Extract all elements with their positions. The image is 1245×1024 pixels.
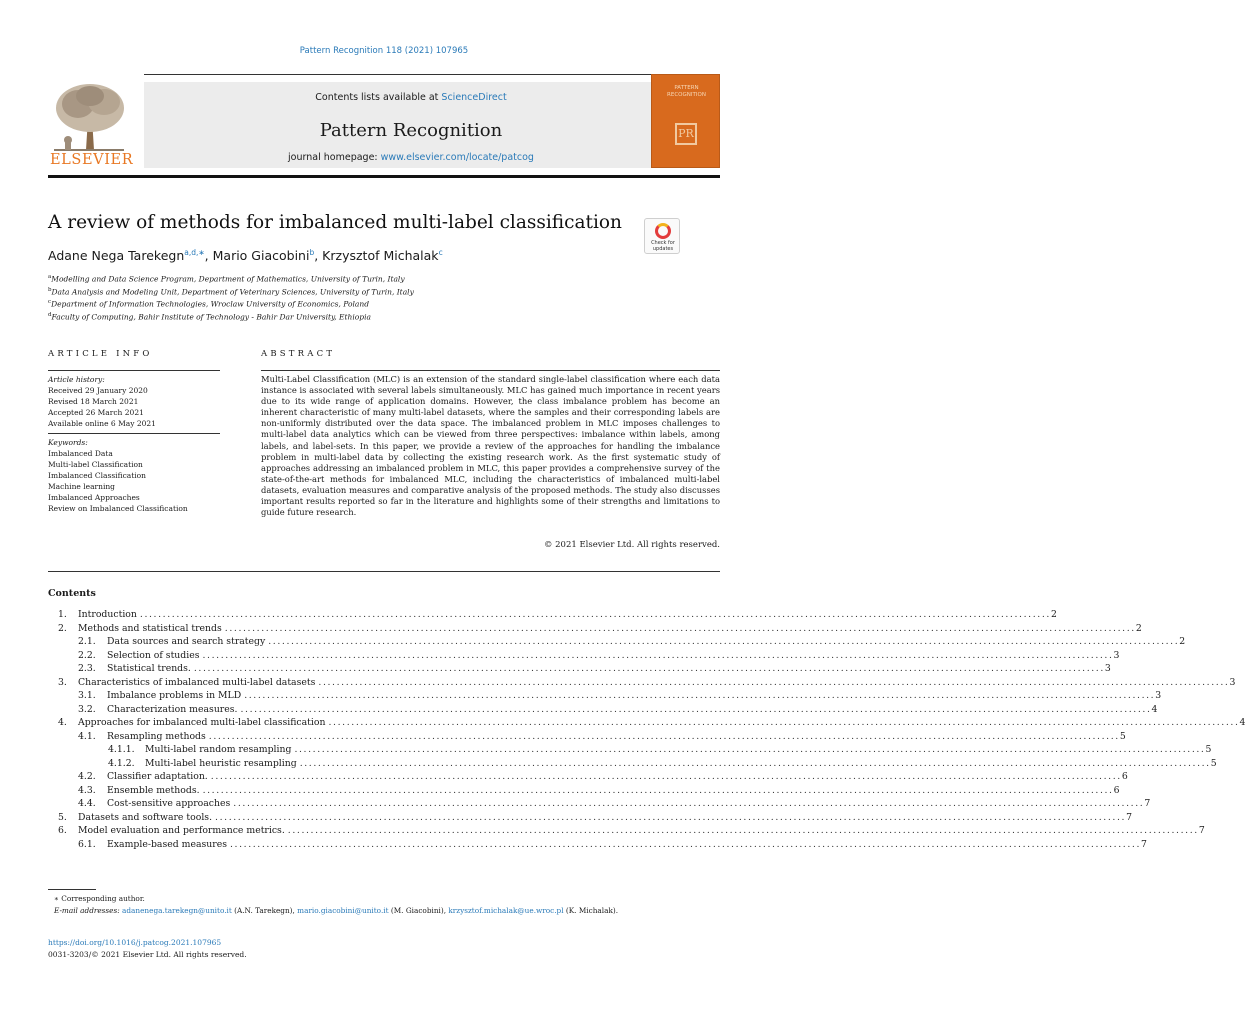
history-item: Available online 6 May 2021 (48, 419, 156, 428)
toc-entry-row[interactable] (48, 824, 1205, 838)
toc-title[interactable]: Methods and statistical trends (78, 622, 222, 634)
journal-citation[interactable]: Pattern Recognition 118 (2021) 107965 (299, 46, 469, 56)
contents-prefix: Contents lists available at (315, 92, 442, 103)
toc-title[interactable]: Statistical trends. (107, 663, 191, 674)
toc-entry (107, 770, 1128, 784)
keywords-label: Keywords: (48, 438, 88, 447)
toc-leader-dots: ........................................................................................................................................................................................................ (193, 663, 1105, 674)
toc-page-number: 2 (1179, 636, 1186, 647)
article-info-rule (48, 370, 220, 371)
footnotes (54, 893, 618, 917)
contents-available-line (144, 92, 678, 103)
keyword-list (48, 437, 188, 514)
keyword-item: Imbalanced Classification (48, 471, 147, 480)
author-name: Krzysztof Michalak (322, 248, 439, 264)
toc-leader-dots: ........................................................................................................................................................................................................ (208, 730, 1120, 742)
toc-entry-row[interactable] (48, 689, 1162, 703)
affiliation-marker: b (48, 286, 52, 293)
toc-page-number: 3 (1113, 649, 1120, 661)
toc-number: 3.2. (78, 703, 96, 715)
article-history-label: Article history: (48, 375, 105, 384)
affiliation-text: Modelling and Data Science Program, Department of Mathematics, University of Turin, Italy (51, 274, 405, 284)
author-affiliation-marker[interactable]: b (309, 248, 315, 257)
toc-entry-row[interactable] (48, 770, 1128, 784)
toc-page-number: 2 (1135, 622, 1142, 634)
toc-entry-row[interactable] (48, 797, 1151, 811)
contents-heading: Contents (48, 588, 96, 599)
toc-title[interactable]: Introduction (78, 609, 137, 620)
toc-page-number: 5 (1210, 757, 1217, 769)
author-name: Adane Nega Tarekegn (48, 248, 185, 264)
toc-page-number: 6 (1121, 771, 1128, 782)
email-owner: (M. Giacobini), (388, 906, 449, 915)
toc-number: 4.1.2. (108, 757, 135, 769)
toc-title[interactable]: Multi-label heuristic resampling (145, 757, 297, 769)
copyright-notice: © 2021 Elsevier Ltd. All rights reserved. (543, 540, 720, 550)
affiliation-item (48, 297, 414, 310)
toc-number: 2. (58, 622, 67, 634)
toc-number: 2.2. (78, 649, 96, 661)
toc-entry (107, 784, 1120, 798)
author-affiliation-marker[interactable]: c (438, 248, 443, 257)
keyword-item: Multi-label Classification (48, 460, 143, 469)
toc-leader-dots: ........................................................................................................................................................................................................ (299, 757, 1211, 769)
toc-title[interactable]: Model evaluation and performance metrics. (78, 825, 285, 836)
toc-number: 4.3. (78, 784, 96, 796)
toc-page-number: 7 (1126, 811, 1132, 823)
toc-title[interactable]: Multi-label random resampling (145, 744, 292, 755)
toc-entry (78, 716, 1245, 730)
toc-title[interactable]: Characterization measures. (107, 703, 238, 715)
author-affiliation-marker[interactable]: a,d,∗ (184, 248, 205, 257)
toc-number: 3.1. (78, 690, 96, 701)
toc-leader-dots: ........................................................................................................................................................................................................ (202, 649, 1114, 661)
email-owner: (K. Michalak). (563, 906, 619, 915)
affiliation-list (48, 272, 414, 322)
journal-masthead (48, 72, 720, 176)
toc-number: 3. (58, 676, 67, 688)
affiliation-item (48, 310, 414, 323)
toc-leader-dots: ........................................................................................................................................................................................................ (287, 825, 1199, 836)
toc-number: 1. (58, 609, 67, 620)
email-link[interactable]: krzysztof.michalak@ue.wroc.pl (448, 906, 564, 915)
toc-title[interactable]: Characteristics of imbalanced multi-label datasets (78, 676, 316, 688)
issn-line: 0031-3203/© 2021 Elsevier Ltd. All rights reserved. (48, 950, 247, 959)
toc-page-number: 4 (1239, 717, 1245, 728)
masthead-center-panel (144, 82, 678, 168)
toc-number: 6.1. (78, 838, 96, 850)
table-of-contents (48, 608, 1245, 851)
affiliation-item (48, 285, 414, 298)
toc-entry (78, 811, 1132, 825)
toc-entry (107, 662, 1111, 676)
toc-title[interactable]: Example-based measures (107, 838, 227, 850)
toc-page-number: 7 (1198, 825, 1205, 836)
article-history (48, 374, 156, 429)
corresponding-author-note: ∗ Corresponding author. (54, 894, 145, 903)
abstract-text: Multi-Label Classification (MLC) is an extension of the standard single-label classification where each data instance is associated with several labels simultaneously. MLC has gained much importance in recent years due to its wide range of application domains. However, the class imbalance problem has become an inherent characteristic of many multi-label datasets, where the samples and their corresponding labels are non-uniformly distributed over the data space. The imbalanced problem in MLC imposes challenges to multi-label data analytics which can be viewed from three perspectives: imbalance within labels, among labels, and label-sets. In this paper, we provide a review of the approaches for handling the imbalance problem in multi-label data by collecting the existing research work. As the first systematic study of approaches addressing an imbalanced problem in MLC, this paper provides a comprehensive survey of the state-of-the-art methods for imbalanced MLC, including the characteristics of imbalanced multi-label datasets, evaluation measures and comparative analysis of the proposed methods. The study also discusses important results reported so far in the literature and highlights some of their strengths and limitations to guide future research. (261, 374, 720, 518)
toc-number: 4.4. (78, 798, 96, 809)
toc-title[interactable]: Approaches for imbalanced multi-label classification (78, 717, 326, 728)
toc-entry (78, 824, 1205, 838)
toc-title[interactable]: Selection of studies (107, 649, 200, 661)
toc-page-number: 3 (1104, 663, 1111, 674)
affiliation-item (48, 272, 414, 285)
publisher-wordmark: ELSEVIER (50, 152, 134, 168)
toc-leader-dots: ........................................................................................................................................................................................................ (318, 676, 1230, 688)
journal-homepage-link[interactable]: www.elsevier.com/locate/patcog (380, 152, 534, 163)
paper-title: A review of methods for imbalanced multi-label classification (48, 212, 622, 233)
email-link[interactable]: mario.giacobini@unito.it (297, 906, 389, 915)
toc-entry-row[interactable] (48, 743, 1212, 757)
toc-leader-dots: ........................................................................................................................................................................................................ (268, 636, 1180, 647)
abstract-rule (261, 370, 720, 371)
toc-leader-dots: ........................................................................................................................................................................................................ (202, 784, 1114, 796)
toc-number: 6. (58, 825, 67, 836)
toc-leader-dots: ........................................................................................................................................................................................................ (215, 811, 1127, 823)
toc-number: 2.3. (78, 663, 96, 674)
toc-entry (107, 730, 1126, 744)
toc-entry (78, 608, 1057, 622)
keyword-item: Machine learning (48, 482, 115, 491)
footnote-rule (48, 889, 96, 890)
check-for-updates-badge[interactable] (644, 218, 680, 254)
toc-leader-dots: ........................................................................................................................................................................................................ (294, 744, 1206, 755)
affiliation-marker: c (48, 299, 52, 305)
masthead-bottom-rule (48, 175, 720, 178)
affiliation-marker: a (48, 274, 52, 280)
homepage-prefix: journal homepage: (288, 152, 381, 163)
author-separator: , (204, 248, 213, 264)
affiliation-text: Data Analysis and Modeling Unit, Department of Veterinary Sciences, University of Turin, Italy (51, 287, 414, 296)
toc-page-number: 5 (1119, 730, 1126, 742)
toc-number: 4.1. (78, 730, 96, 742)
email-link[interactable]: adanenega.tarekegn@unito.it (122, 906, 232, 915)
toc-entry (78, 676, 1236, 690)
affiliation-text: Faculty of Computing, Bahir Institute of Technology - Bahir Dar University, Ethiopia (51, 312, 371, 321)
history-item: Accepted 26 March 2021 (48, 408, 144, 417)
toc-number: 4. (58, 717, 67, 728)
keyword-item: Imbalanced Approaches (48, 493, 140, 502)
journal-homepage-line (144, 152, 678, 163)
toc-entry-row[interactable] (48, 757, 1217, 771)
toc-entry-row[interactable] (48, 676, 1236, 690)
toc-leader-dots: ........................................................................................................................................................................................................ (224, 622, 1136, 634)
author-separator: , (314, 248, 323, 264)
toc-entry (107, 649, 1120, 663)
toc-title[interactable]: Datasets and software tools. (78, 811, 213, 823)
toc-page-number: 3 (1155, 690, 1162, 701)
toc-entry (145, 743, 1212, 757)
toc-title[interactable]: Cost-sensitive approaches (107, 798, 231, 809)
email-addresses (54, 905, 618, 917)
toc-entry-row[interactable] (48, 703, 1158, 717)
toc-title[interactable]: Imbalance problems in MLD (107, 690, 242, 701)
toc-page-number: 7 (1144, 798, 1151, 809)
email-owner: (A.N. Tarekegn), (231, 906, 298, 915)
toc-page-number: 7 (1141, 838, 1147, 850)
toc-entry (107, 838, 1147, 852)
affiliation-marker: d (48, 311, 52, 318)
section-rule (48, 571, 720, 572)
toc-leader-dots: ........................................................................................................................................................................................................ (229, 838, 1142, 850)
toc-entry-row[interactable] (48, 784, 1120, 798)
check-updates-icon (655, 223, 671, 239)
keyword-item: Review on Imbalanced Classification (48, 504, 188, 513)
email-label: E-mail addresses: (54, 906, 120, 915)
cover-title: PATTERN RECOGNITION (667, 85, 706, 98)
history-item: Received 29 January 2020 (48, 386, 148, 395)
toc-page-number: 2 (1050, 609, 1057, 620)
journal-name: Pattern Recognition (319, 120, 503, 141)
sciencedirect-link[interactable]: ScienceDirect (441, 92, 507, 103)
toc-leader-dots: ........................................................................................................................................................................................................ (328, 717, 1240, 728)
toc-entry-row[interactable] (48, 608, 1057, 622)
toc-entry-row[interactable] (48, 622, 1142, 636)
toc-entry (107, 797, 1151, 811)
author-list (48, 248, 443, 263)
toc-entry-row[interactable] (48, 649, 1120, 663)
affiliation-text: Department of Information Technologies, Wroclaw University of Economics, Poland (51, 299, 370, 309)
toc-entry-row[interactable] (48, 730, 1126, 744)
toc-page-number: 5 (1205, 744, 1212, 755)
toc-page-number: 4 (1151, 703, 1158, 715)
toc-number: 4.2. (78, 771, 96, 782)
journal-cover-image[interactable] (651, 74, 720, 168)
toc-leader-dots: ........................................................................................................................................................................................................ (139, 609, 1051, 620)
toc-leader-dots: ........................................................................................................................................................................................................ (210, 771, 1122, 782)
toc-title[interactable]: Classifier adaptation. (107, 771, 208, 782)
toc-leader-dots: ........................................................................................................................................................................................................ (233, 798, 1145, 809)
author-name: Mario Giacobini (212, 248, 310, 264)
keyword-item: Imbalanced Data (48, 449, 113, 458)
toc-entry (145, 757, 1217, 771)
toc-number: 2.1. (78, 636, 96, 647)
toc-entry (78, 622, 1142, 636)
doi-link[interactable]: https://doi.org/10.1016/j.patcog.2021.107965 (48, 938, 222, 947)
toc-leader-dots: ........................................................................................................................................................................................................ (240, 703, 1152, 715)
toc-page-number: 6 (1113, 784, 1120, 796)
cover-mark: PR (675, 123, 697, 145)
toc-entry (107, 635, 1186, 649)
toc-entry-row[interactable] (48, 838, 1147, 852)
abstract-heading: ABSTRACT (261, 349, 336, 359)
keywords-rule (48, 433, 220, 434)
toc-entry (107, 689, 1162, 703)
toc-entry-row[interactable] (48, 662, 1111, 676)
toc-number: 5. (58, 811, 67, 823)
toc-entry-row[interactable] (48, 811, 1132, 825)
check-updates-label: Check for updates (651, 240, 675, 252)
toc-entry (107, 703, 1158, 717)
toc-leader-dots: ........................................................................................................................................................................................................ (244, 690, 1156, 701)
toc-entry-row[interactable] (48, 716, 1245, 730)
history-item: Revised 18 March 2021 (48, 397, 139, 406)
toc-title[interactable]: Ensemble methods. (107, 784, 200, 796)
toc-title[interactable]: Resampling methods (107, 730, 206, 742)
toc-title[interactable]: Data sources and search strategy (107, 636, 266, 647)
toc-number: 4.1.1. (108, 744, 135, 755)
toc-entry-row[interactable] (48, 635, 1186, 649)
toc-page-number: 3 (1229, 676, 1236, 688)
masthead-top-rule (144, 74, 678, 75)
article-info-heading: ARTICLE INFO (48, 349, 153, 359)
